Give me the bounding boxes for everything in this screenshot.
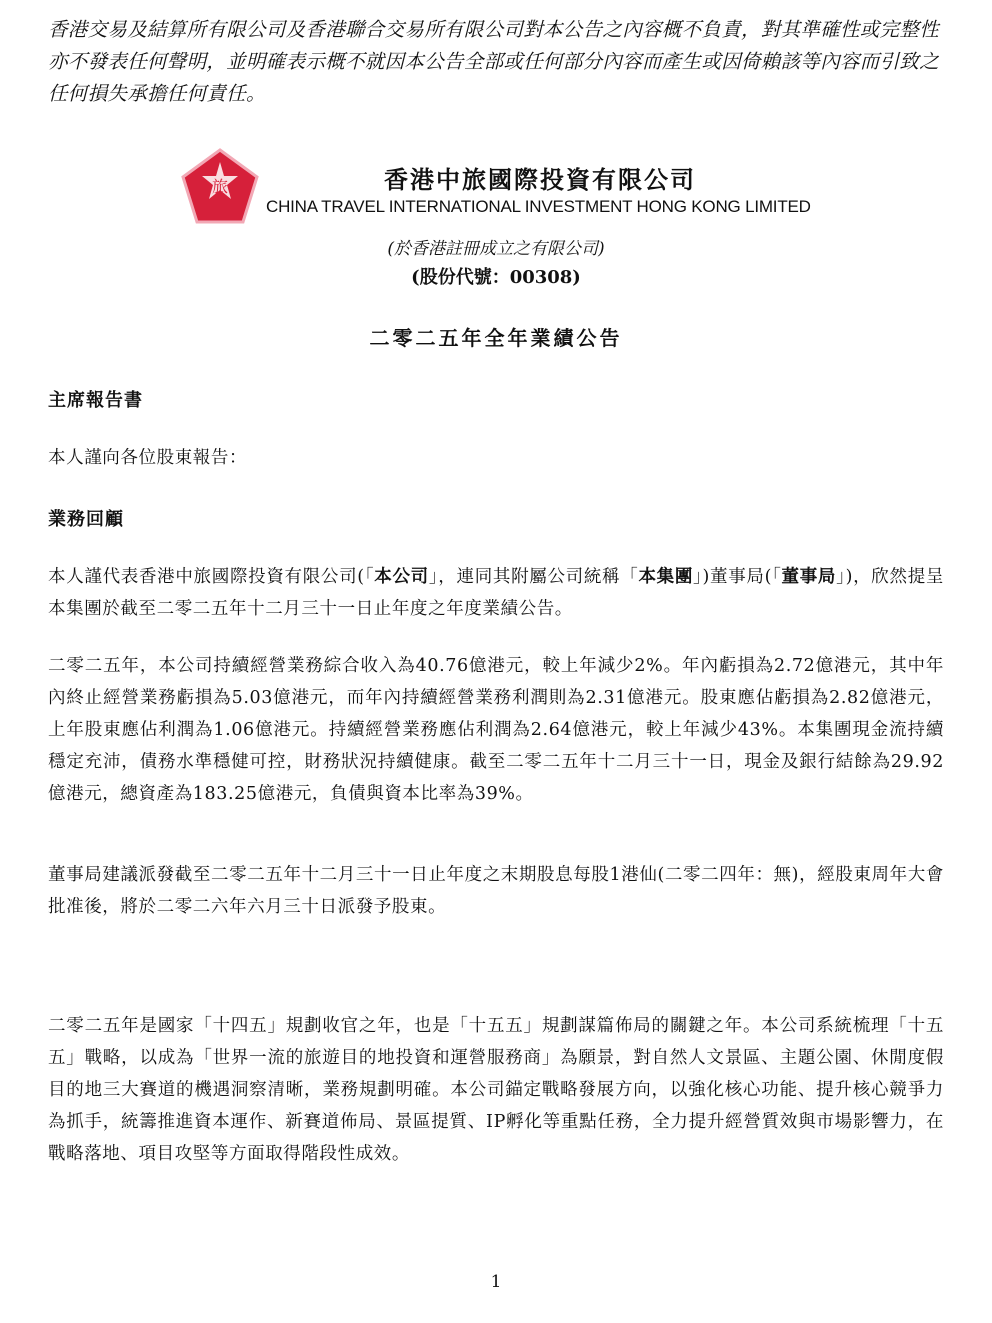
document-title: 二零二五年全年業績公告 xyxy=(369,326,623,350)
paragraph-board-intro xyxy=(48,561,944,625)
paragraph-financial-results: 二零二五年，本公司持續經營業務綜合收入為40.76億港元，較上年減少2%。年內虧損為2.72億港元，其中年內終止經營業務虧損為5.03億港元，而年內持續經營業務利潤則為2.31億港元。股東應佔虧損為2.82億港元，上年股東應佔利潤為1.06億港元。持續經營業務應佔利潤為2.64億港元，較上年減少43%。本集團現金流持續穩定充沛，債務水準穩健可控，財務狀況持續健康。截至二零二五年十二月三十一日，現金及銀行結餘為29.92億港元，總資產為183.25億港元，負債與資本比率為39%。 xyxy=(48,656,944,804)
text-run: 」)，欣然提呈本集團於截至二零二五年十二月三十一日止年度之年度業績公告。 xyxy=(48,567,944,619)
defined-term-board: 董事局 xyxy=(781,567,837,587)
company-name-chinese: 香港中旅國際投資有限公司 xyxy=(384,166,696,194)
paragraph-strategy: 二零二五年是國家「十四五」規劃收官之年，也是「十五五」規劃謀篇佈局的關鍵之年。本公司系統梳理「十五五」戰略，以成為「世界一流的旅遊目的地投資和運營服務商」為願景，對自然人文景區、主題公園、休閒度假目的地三大賽道的機遇洞察清晰，業務規劃明確。本公司錨定戰略發展方向，以強化核心功能、提升核心競爭力為抓手，統籌推進資本運作、新賽道佈局、景區提質、IP孵化等重點任務，全力提升經營質效與市場影響力，在戰略落地、項目攻堅等方面取得階段性成效。 xyxy=(48,1016,944,1164)
paragraph-dividend: 董事局建議派發截至二零二五年十二月三十一日止年度之末期股息每股1港仙(二零二四年：無)，經股東周年大會批准後，將於二零二六年六月三十日派發予股東。 xyxy=(48,865,944,917)
logo-character: 旅 xyxy=(211,177,229,196)
disclaimer-text: 香港交易及結算所有限公司及香港聯合交易所有限公司對本公告之內容概不負責，對其準確性或完整性亦不發表任何聲明，並明確表示概不就因本公告全部或任何部分內容而產生或因倚賴該等內容而引致之任何損失承擔任何責任。 xyxy=(48,18,940,105)
intro-paragraph: 本人謹向各位股東報告： xyxy=(48,448,248,468)
text-run: 」)董事局(「 xyxy=(693,567,782,587)
company-name-english: CHINA TRAVEL INTERNATIONAL INVESTMENT HONG KONG LIMITED xyxy=(266,197,811,216)
section-heading-chairman-statement: 主席報告書 xyxy=(48,390,143,411)
text-run: 本人謹代表香港中旅國際投資有限公司(「 xyxy=(48,567,375,587)
incorporation-note: (於香港註冊成立之有限公司) xyxy=(387,239,605,259)
defined-term-company: 本公司 xyxy=(374,567,429,587)
defined-term-group: 本集團 xyxy=(638,567,694,587)
company-logo-icon xyxy=(180,148,260,226)
page-number: 1 xyxy=(490,1272,502,1292)
section-heading-business-review: 業務回顧 xyxy=(48,509,124,530)
stock-code: (股份代號：00308) xyxy=(411,267,581,288)
text-run: 」，連同其附屬公司統稱「 xyxy=(428,567,639,587)
